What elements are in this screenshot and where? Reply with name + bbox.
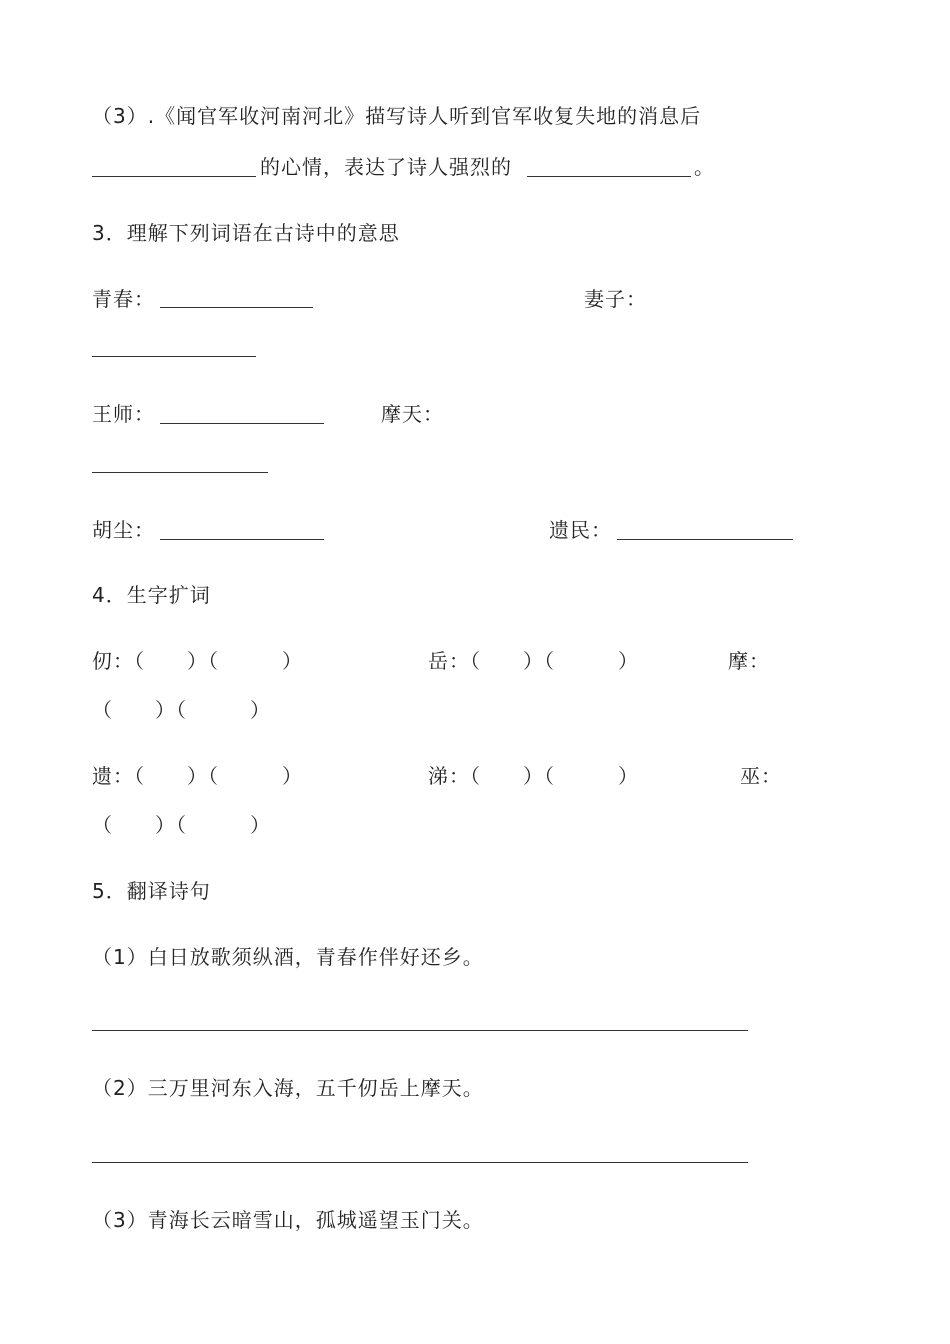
label-qizi: 妻子： <box>584 287 647 311</box>
char-wu-label: 巫： <box>740 764 782 788</box>
q5-title: 5．翻译诗句 <box>92 879 211 903</box>
q4-title: 4．生字扩词 <box>92 583 211 607</box>
poem-line-2: （2）三万里河东入海，五千仞岳上摩天。 <box>92 1076 484 1100</box>
answer-blank-yimin[interactable] <box>617 539 793 540</box>
translation-blank-2[interactable] <box>92 1162 748 1163</box>
char-mo-row: （ ）（ ） <box>92 698 271 722</box>
answer-blank-motian[interactable] <box>92 472 268 473</box>
label-huchen: 胡尘： <box>92 518 155 542</box>
char-yue-row: 岳：（ ）（ ） <box>428 649 639 673</box>
label-motian: 摩天： <box>381 402 444 426</box>
poem-line-1: （1）白日放歌须纵酒，青春作伴好还乡。 <box>92 945 484 969</box>
q3-title: 3．理解下列词语在古诗中的意思 <box>92 221 400 245</box>
label-qingchun: 青春： <box>92 287 155 311</box>
char-mo-label: 摩： <box>728 649 770 673</box>
answer-blank-wangshi[interactable] <box>160 423 324 424</box>
answer-blank-qingchun[interactable] <box>160 307 313 308</box>
answer-blank-emotion[interactable] <box>527 176 691 177</box>
q2-3-mid-text: 的心情，表达了诗人强烈的 <box>260 155 512 179</box>
q2-3-line1: （3）.《闻官军收河南河北》描写诗人听到官军收复失地的消息后 <box>92 104 702 128</box>
char-ti-row: 涕：（ ）（ ） <box>428 764 639 788</box>
translation-blank-1[interactable] <box>92 1030 748 1031</box>
label-yimin: 遗民： <box>549 518 612 542</box>
answer-blank-qizi[interactable] <box>92 356 256 357</box>
char-yi-row: 遗：（ ）（ ） <box>92 764 303 788</box>
label-wangshi: 王师： <box>92 402 155 426</box>
q2-3-end: 。 <box>694 155 715 179</box>
char-ren-row: 仞：（ ）（ ） <box>92 649 303 673</box>
answer-blank-huchen[interactable] <box>160 539 324 540</box>
poem-line-3: （3）青海长云暗雪山，孤城遥望玉门关。 <box>92 1208 484 1232</box>
answer-blank-feeling[interactable] <box>92 176 256 177</box>
char-wu-row: （ ）（ ） <box>92 813 271 837</box>
